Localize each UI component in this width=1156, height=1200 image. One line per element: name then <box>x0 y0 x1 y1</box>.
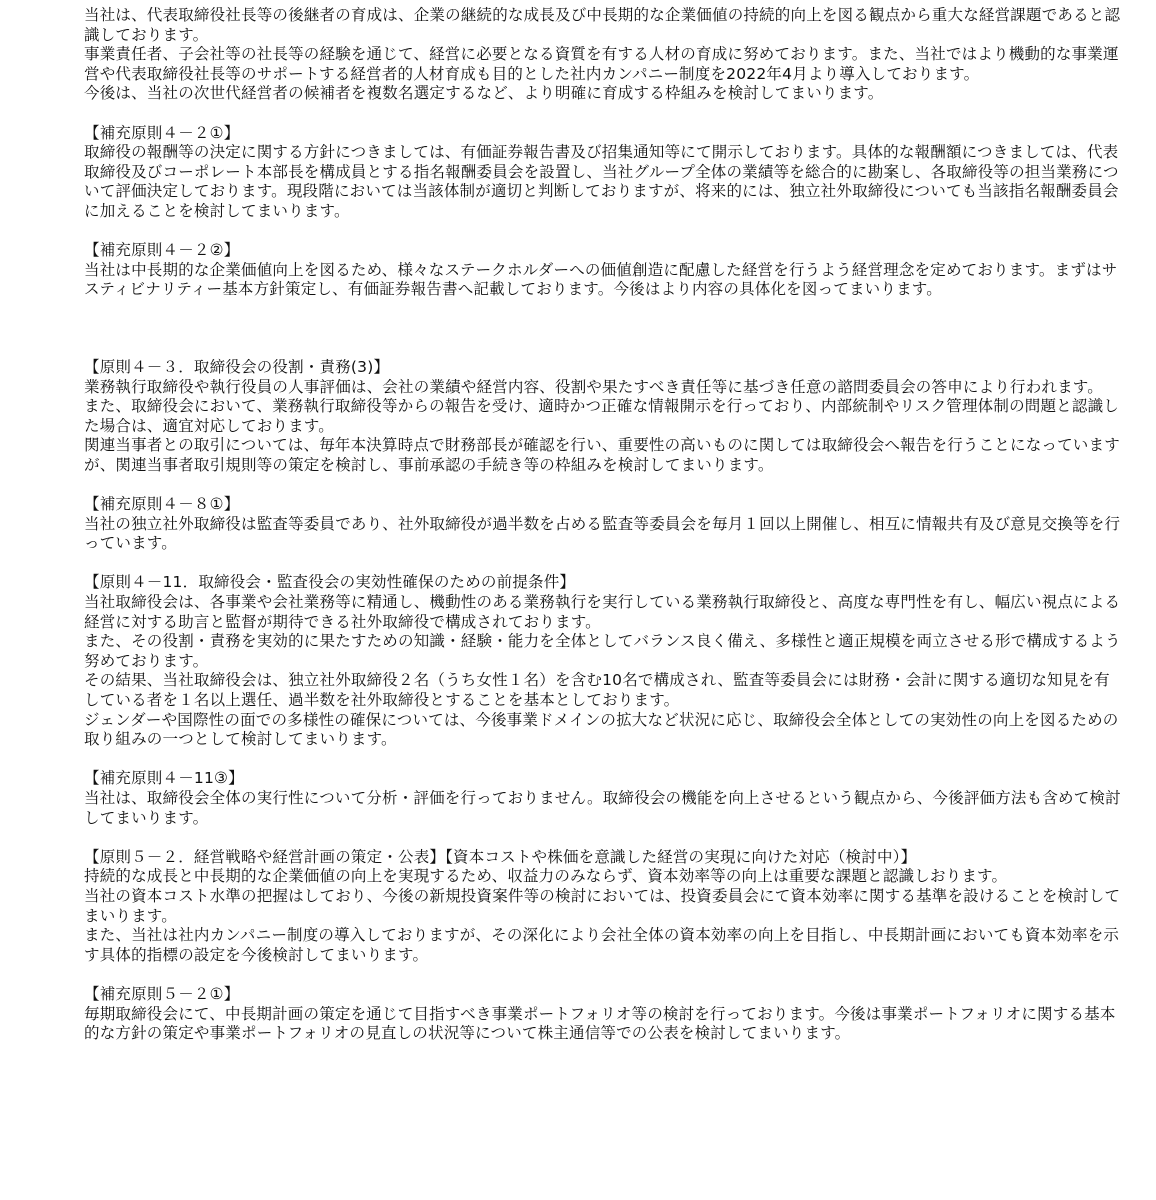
paragraph: 当社は、取締役会全体の実行性について分析・評価を行っておりません。取締役会の機能を向上させるという観点から、今後評価方法も含めて検討してまいります。 <box>84 788 1121 827</box>
paragraph: 当社の独立社外取締役は監査等委員であり、社外取締役が過半数を占める監査等委員会を毎月１回以上開催し、相互に情報共有及び意見交換等を行っています。 <box>84 514 1121 553</box>
section-heading: 【補充原則５－２①】 <box>84 984 240 1003</box>
paragraph: 当社は、代表取締役社長等の後継者の育成は、企業の継続的な成長及び中長期的な企業価値の持続的向上を図る観点から重大な経営課題であると認識しております。 <box>84 6 1121 44</box>
section-succession-planning <box>84 6 1124 104</box>
paragraph: また、取締役会において、業務執行取締役等からの報告を受け、適時かつ正確な情報開示を行っており、内部統制やリスク管理体制の問題と認識した場合は、適宜対応しております。 <box>84 397 1119 435</box>
section-supplementary-4-2-2 <box>84 241 1124 300</box>
section-supplementary-4-2-1 <box>84 124 1124 222</box>
governance-report-document <box>84 6 1124 1044</box>
paragraph: また、その役割・責務を実効的に果たすための知識・経験・能力を全体としてバランス良く備え、多様性と適正規模を両立させる形で構成するよう努めております。 <box>84 632 1121 670</box>
section-heading: 【補充原則４－２①】 <box>84 123 240 142</box>
paragraph: 当社は中長期的な企業価値向上を図るため、様々なステークホルダーへの価値創造に配慮した経営を行うよう経営理念を定めております。まずはサスティビナリティー基本方針策定し、有価証券報告書へ記載しております。今後はより内容の具体化を図ってまいります。 <box>84 260 1118 299</box>
paragraph: 業務執行取締役や執行役員の人事評価は、会社の業績や経営内容、役割や果たすべき責任等に基づき任意の諮問委員会の答申により行われます。 <box>84 377 1103 396</box>
paragraph: ジェンダーや国際性の面での多様性の確保については、今後事業ドメインの拡大など状況に応じ、取締役会全体としての実効性の向上を図るための取り組みの一つとして検討してまいります。 <box>84 710 1119 749</box>
paragraph: 今後は、当社の次世代経営者の候補者を複数名選定するなど、より明確に育成する枠組みを検討してまいります。 <box>84 84 884 103</box>
paragraph: 当社の資本コスト水準の把握はしており、今後の新規投資案件等の検討においては、投資委員会にて資本効率に関する基準を設けることを検討してまいります。 <box>84 886 1121 925</box>
section-supplementary-4-11-3 <box>84 769 1124 828</box>
section-principle-4-3 <box>84 358 1124 476</box>
section-heading: 【補充原則４－８①】 <box>84 495 240 514</box>
section-heading: 【補充原則４－11③】 <box>84 769 244 788</box>
section-heading: 【原則５－２．経営戦略や経営計画の策定・公表】【資本コストや株価を意識した経営の実現に向けた対応（検討中）】 <box>84 847 917 866</box>
section-principle-4-11 <box>84 573 1124 749</box>
paragraph: 関連当事者との取引については、毎年本決算時点で財務部長が確認を行い、重要性の高いものに関しては取締役会へ報告を行うことになっていますが、関連当事者取引規則等の策定を検討し、事前承認の手続き等の枠組みを検討してまいります。 <box>84 436 1120 474</box>
section-heading: 【原則４－11．取締役会・監査役会の実効性確保のための前提条件】 <box>84 573 576 592</box>
paragraph: 当社取締役会は、各事業や会社業務等に精通し、機動性のある業務執行を実行している業務執行取締役と、高度な専門性を有し、幅広い視点による経営に対する助言と監督が期待できる社外取締役で構成されております。 <box>84 593 1121 631</box>
paragraph: 取締役の報酬等の決定に関する方針につきましては、有価証券報告書及び招集通知等にて開示しております。具体的な報酬額につきましては、代表取締役及びコーポレート本部長を構成員とする指名報酬委員会を設置し、当社グループ全体の業績等を総合的に勘案し、各取締役等の担当業務について評価決定しております。現段階においては当該体制が適切と判断しておりますが、将来的には、独立社外取締役についても当該指名報酬委員会に加えることを検討してまいります。 <box>84 143 1119 220</box>
section-heading: 【補充原則４－２②】 <box>84 241 240 260</box>
section-heading: 【原則４－３．取締役会の役割・責務(3)】 <box>84 357 390 376</box>
paragraph: その結果、当社取締役会は、独立社外取締役２名（うち女性１名）を含む10名で構成され、監査等委員会には財務・会計に関する適切な知見を有している者を１名以上選任、過半数を社外取締役とすることを基本としております。 <box>84 671 1110 709</box>
paragraph: また、当社は社内カンパニー制度の導入しておりますが、その深化により会社全体の資本効率の向上を目指し、中長期計画においても資本効率を示す具体的指標の設定を今後検討してまいります。 <box>84 926 1120 964</box>
paragraph: 事業責任者、子会社等の社長等の経験を通じて、経営に必要となる資質を有する人材の育成に努めております。また、当社ではより機動的な事業運営や代表取締役社長等のサポートする経営者的人材育成も目的とした社内カンパニー制度を2022年4月より導入しております。 <box>84 45 1119 83</box>
section-principle-5-2 <box>84 848 1124 966</box>
section-supplementary-4-8-1 <box>84 495 1124 554</box>
paragraph: 毎期取締役会にて、中長期計画の策定を通じて目指すべき事業ポートフォリオ等の検討を行っております。今後は事業ポートフォリオに関する基本的な方針の策定や事業ポートフォリオの見直しの状況等について株主通信等での公表を検討してまいります。 <box>84 1004 1116 1043</box>
section-supplementary-5-2-1 <box>84 985 1124 1044</box>
paragraph: 持続的な成長と中長期的な企業価値の向上を実現するため、収益力のみならず、資本効率等の向上は重要な課題と認識しおります。 <box>84 867 1008 886</box>
